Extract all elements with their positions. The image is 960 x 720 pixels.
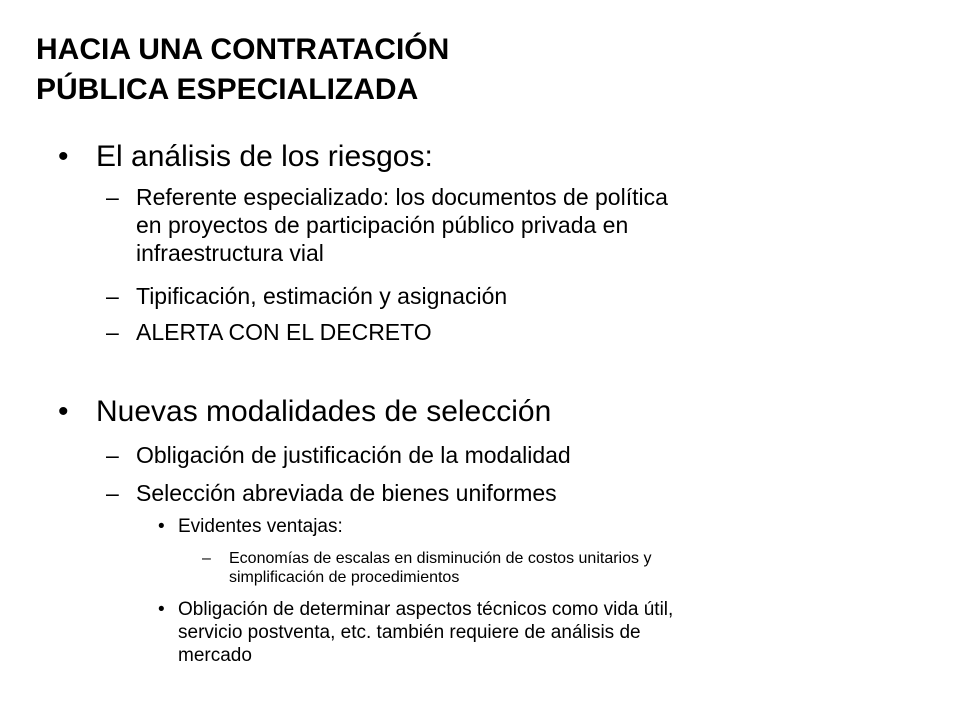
point-ventajas-text: Evidentes ventajas: xyxy=(178,516,343,537)
detail-economias-line-2: simplificación de procedimientos xyxy=(229,569,460,586)
slide-title-line-2: PÚBLICA ESPECIALIZADA xyxy=(36,73,419,106)
slide-title xyxy=(36,30,916,110)
dash-marker: – xyxy=(106,442,119,468)
bullet-riesgos-text: El análisis de los riesgos: xyxy=(96,140,433,173)
point-obligacion-aspectos-line-1: Obligación de determinar aspectos técnicos como vida útil, xyxy=(178,599,674,620)
point-obligacion-aspectos-line-3: mercado xyxy=(178,645,252,666)
bullet-marker: • xyxy=(158,599,165,620)
bullet-marker: • xyxy=(58,395,69,428)
dash-marker: – xyxy=(202,550,211,567)
subitem-referente-line-1: Referente especializado: los documentos de política xyxy=(136,184,668,210)
subitem-obligacion-justificacion-text: Obligación de justificación de la modalidad xyxy=(136,442,571,468)
slide-title-line-1: HACIA UNA CONTRATACIÓN xyxy=(36,33,450,66)
dash-marker: – xyxy=(106,319,119,345)
subitem-referente-line-2: en proyectos de participación público privada en xyxy=(136,212,629,238)
bullet-modalidades-text: Nuevas modalidades de selección xyxy=(96,395,552,428)
subitem-tipificacion-text: Tipificación, estimación y asignación xyxy=(136,283,508,309)
subitem-referente-line-3: infraestructura vial xyxy=(136,240,324,266)
dash-marker: – xyxy=(106,283,119,309)
bullet-marker: • xyxy=(58,140,69,173)
point-obligacion-aspectos-line-2: servicio postventa, etc. también requiere de análisis de xyxy=(178,622,641,643)
dash-marker: – xyxy=(106,480,119,506)
subitem-seleccion-abreviada-text: Selección abreviada de bienes uniformes xyxy=(136,480,557,506)
bullet-marker: • xyxy=(158,516,165,537)
dash-marker: – xyxy=(106,184,119,210)
detail-economias-line-1: Economías de escalas en disminución de costos unitarios y xyxy=(229,550,652,567)
subitem-alerta-text: ALERTA CON EL DECRETO xyxy=(136,319,432,345)
